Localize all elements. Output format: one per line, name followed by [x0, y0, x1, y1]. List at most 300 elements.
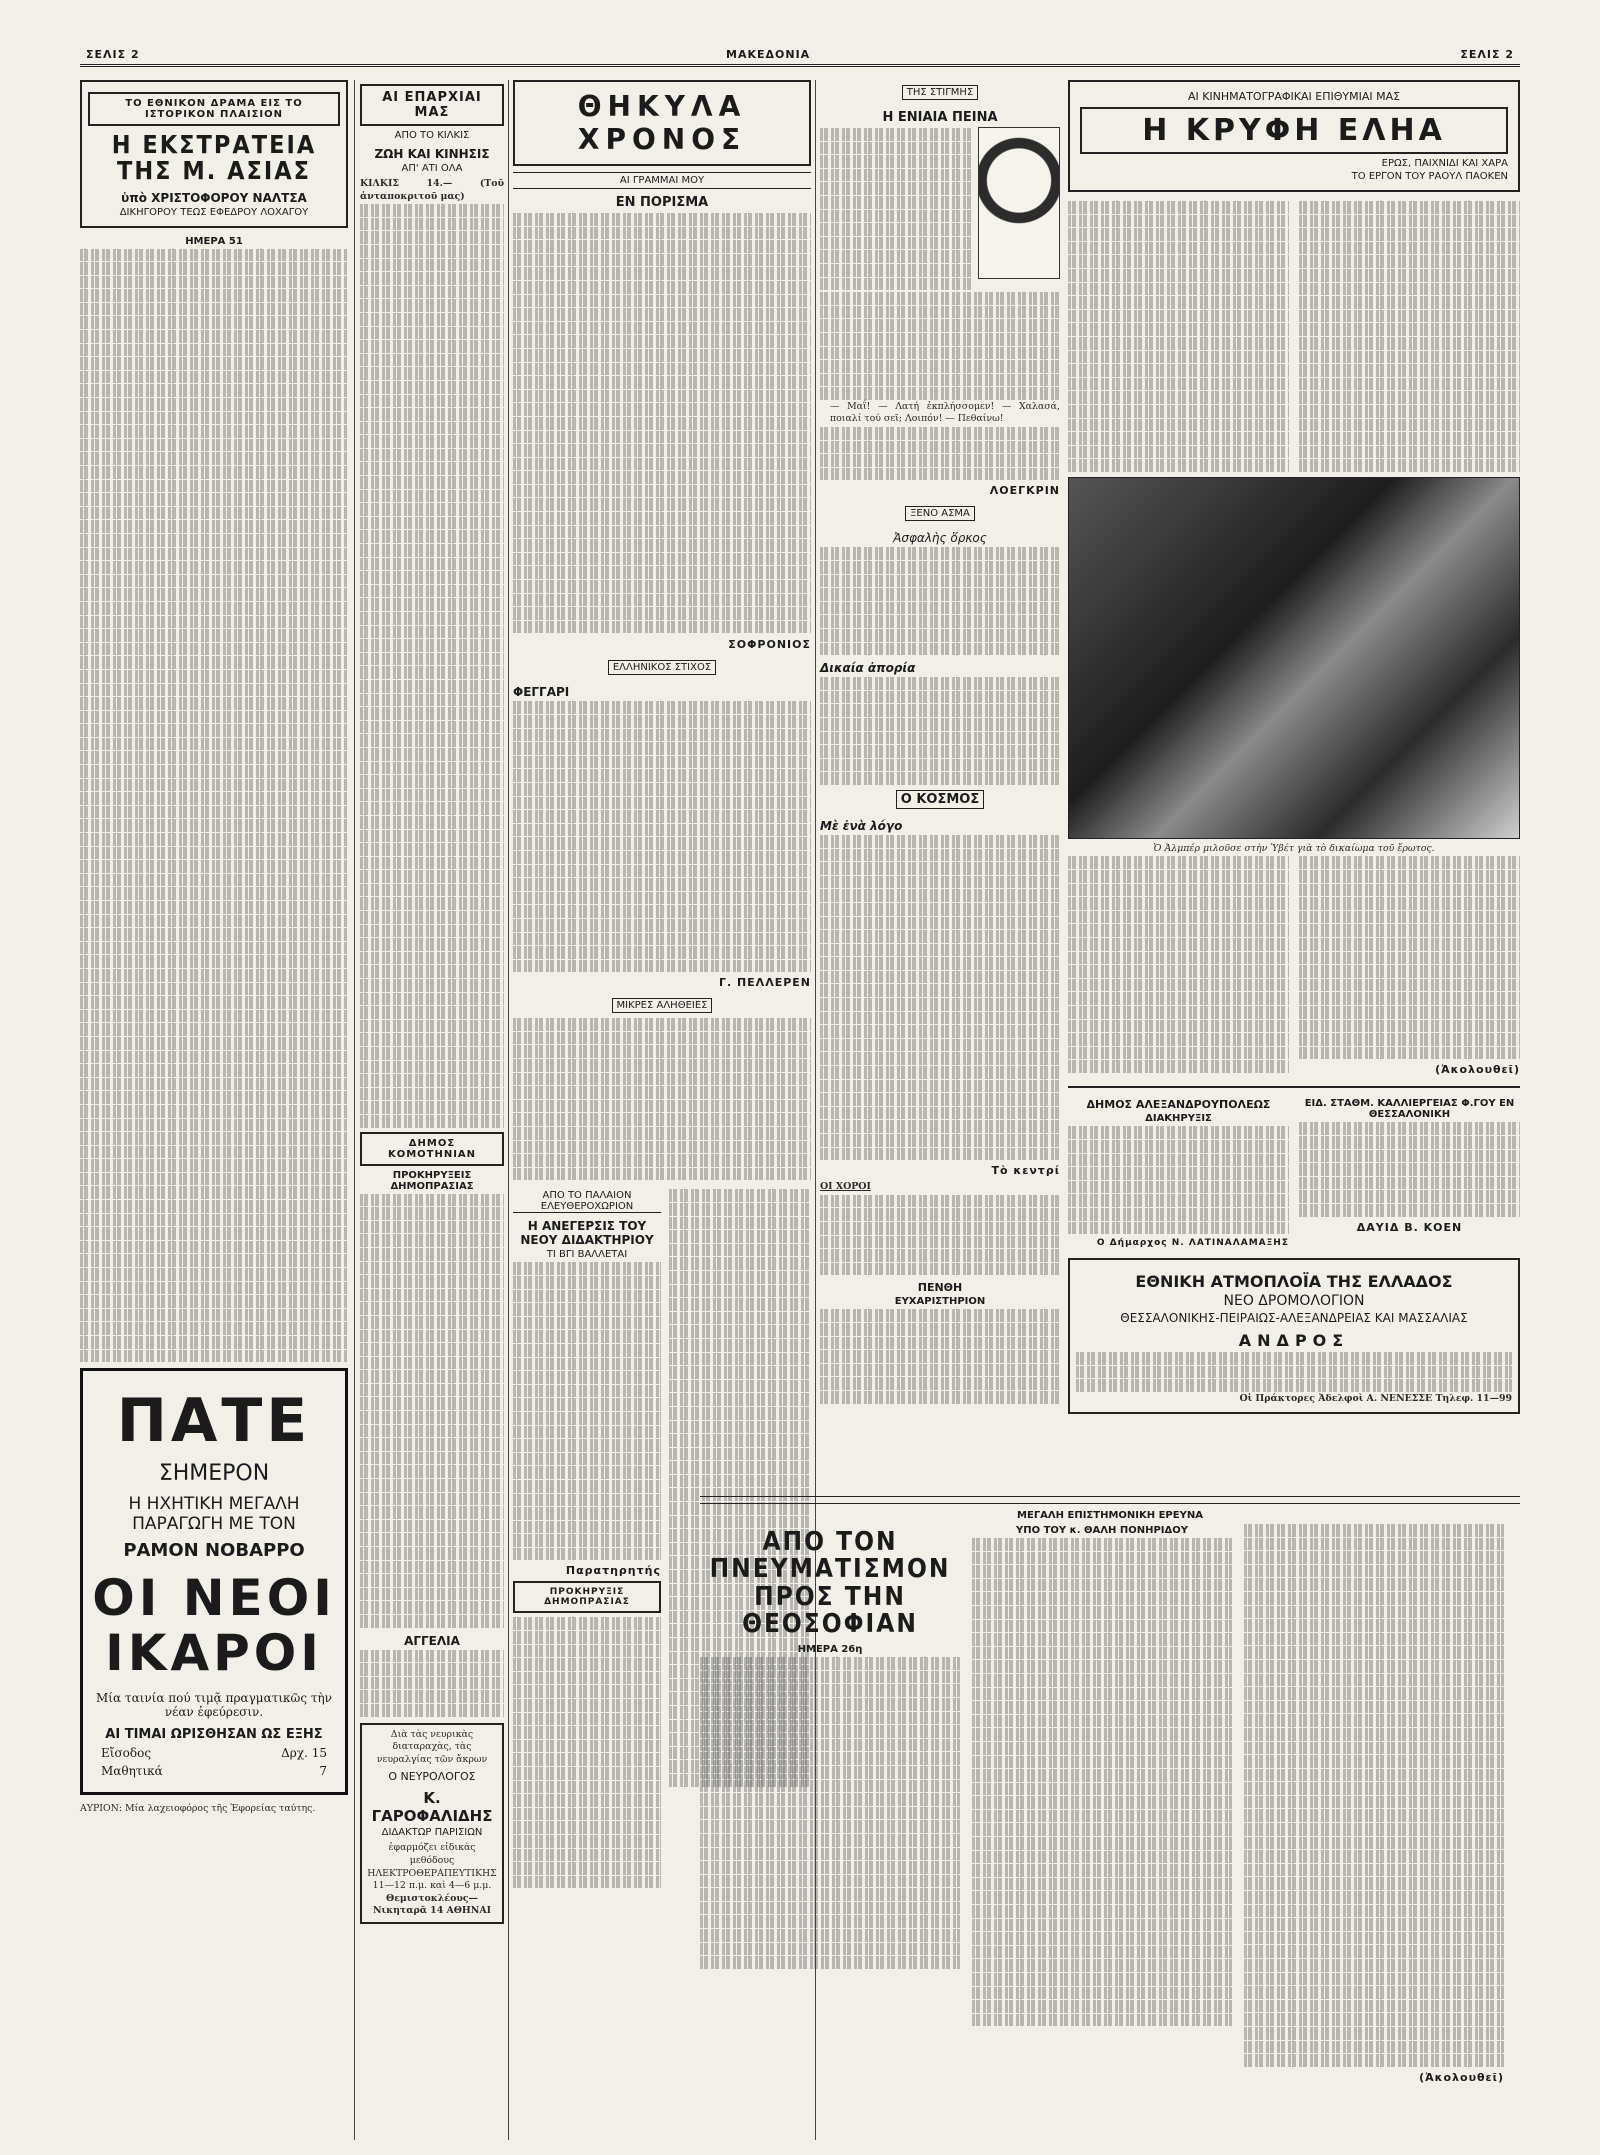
text-line	[1299, 269, 1520, 282]
text-line	[1068, 1060, 1289, 1073]
text-line	[820, 984, 1060, 997]
text-line	[1299, 1006, 1520, 1019]
thekyla-title: ΘΗΚΥΛΑ ΧΡΟΝΟΣ	[577, 90, 747, 156]
text-line	[1244, 1606, 1504, 1619]
text-line	[360, 1690, 504, 1703]
route-title: ΘΕΣΣΑΛΟΝΙΚΗΣ-ΠΕΙΡΑΙΩΣ-ΑΛΕΞΑΝΔΡΕΙΑΣ ΚΑΙ ΜΑΣΣΑΛΙΑΣ	[1120, 1311, 1468, 1326]
text-line	[513, 1466, 661, 1479]
text-line	[513, 566, 811, 579]
campaign-header	[80, 80, 348, 228]
theosophy-title: ΑΠΟ ΤΟΝ ΠΝΕΥΜΑΤΙΣΜΟΝ ΠΡΟΣ ΤΗΝ ΘΕΟΣΟΦΙΑΝ	[709, 1527, 951, 1639]
essay-body	[513, 212, 811, 634]
ad-pate: ΠΑΤΕ	[116, 1386, 312, 1457]
text-line	[513, 1480, 661, 1493]
text-line	[360, 1384, 504, 1397]
text-line	[1299, 897, 1520, 910]
text-line	[513, 390, 811, 403]
text-line	[360, 1547, 504, 1560]
text-line	[513, 1426, 661, 1439]
text-line	[700, 1671, 960, 1684]
text-line	[669, 1312, 811, 1325]
text-line	[669, 1366, 811, 1379]
text-line	[513, 1699, 661, 1712]
komotini-title: ΔΗΜΟΣ ΚΟΜΟΤΗΝΙΑΝ	[360, 1132, 504, 1166]
text-line	[513, 905, 811, 918]
hunger-signature: ΛΟΕΓΚΡΙΝ	[989, 484, 1060, 498]
truths-label: ΜΙΚΡΕΣ ΑΛΗΘΕΙΕΣ	[612, 998, 713, 1013]
text-line	[700, 1929, 960, 1942]
text-line	[80, 507, 348, 520]
text-line	[1068, 992, 1289, 1005]
text-line	[513, 797, 811, 810]
text-line	[513, 1753, 661, 1766]
neurologist-intro: Διὰ τὰς νευρικὰς διαταραχὰς, τὰς νευραλγίας τῶν ἄκρων	[376, 1728, 488, 1765]
text-line	[513, 1781, 661, 1794]
text-line	[820, 1066, 1060, 1079]
text-line	[513, 295, 811, 308]
text-line	[972, 1579, 1232, 1592]
text-line	[820, 615, 1060, 628]
text-line	[972, 1538, 1232, 1551]
text-line	[1244, 1823, 1504, 1836]
text-line	[820, 1052, 1060, 1065]
text-line	[700, 1807, 960, 1820]
column-2	[360, 80, 504, 2140]
text-line	[360, 884, 504, 897]
text-line	[1299, 296, 1520, 309]
text-line	[513, 715, 811, 728]
text-line	[1244, 1646, 1504, 1659]
text-line	[820, 1350, 1060, 1363]
text-line	[513, 1086, 811, 1099]
mourning-title: ΠΕΝΘΗ	[917, 1281, 963, 1295]
text-line	[360, 1588, 504, 1601]
text-line	[513, 281, 811, 294]
text-line	[1244, 1687, 1504, 1700]
text-line	[513, 1073, 811, 1086]
text-line	[80, 996, 348, 1009]
tomorrow-note: ΑΥΡΙΟΝ: Μία λαχειοφόρος τῆς Ἐφορείας ταύτης.	[80, 1803, 316, 1815]
text-line	[1068, 856, 1289, 869]
text-line	[1299, 992, 1520, 1005]
text-line	[972, 1592, 1232, 1605]
truths-body	[513, 1018, 811, 1180]
story-body-right	[1299, 200, 1520, 473]
text-line	[80, 847, 348, 860]
text-line	[360, 1275, 504, 1288]
text-line	[80, 1227, 348, 1240]
text-line	[360, 1663, 504, 1676]
text-line	[360, 1262, 504, 1275]
municipal-title: ΔΗΜΟΣ ΑΛΕΞΑΝΔΡΟΥΠΟΛΕΩΣ	[1086, 1098, 1271, 1112]
text-line	[1244, 1755, 1504, 1768]
sting-signature: Τὸ κεντρί	[991, 1164, 1060, 1178]
text-line	[360, 816, 504, 829]
text-line	[1299, 884, 1520, 897]
text-line	[1299, 391, 1520, 404]
theosophy-headline-block	[700, 1523, 960, 2088]
text-line	[1068, 897, 1289, 910]
text-line	[820, 889, 1060, 902]
text-line	[360, 993, 504, 1006]
text-line	[360, 775, 504, 788]
text-line	[513, 1330, 661, 1343]
text-line	[820, 547, 1060, 560]
text-line	[1244, 1877, 1504, 1890]
text-line	[1076, 1352, 1512, 1365]
poem-label: ΕΛΛΗΝΙΚΟΣ ΣΤΙΧΟΣ	[608, 660, 716, 675]
text-line	[360, 897, 504, 910]
text-line	[360, 762, 504, 775]
text-line	[820, 319, 1060, 332]
text-line	[513, 1534, 661, 1547]
text-line	[360, 1506, 504, 1519]
text-line	[513, 1113, 811, 1126]
text-line	[820, 1039, 1060, 1052]
text-line	[1244, 1633, 1504, 1646]
text-line	[360, 1115, 504, 1128]
column-rule	[354, 80, 355, 2140]
campaign-author-title: ΔΙΚΗΓΟΡΟΥ ΤΕΩΣ ΕΦΕΔΡΟΥ ΛΟΧΑΓΟΥ	[119, 206, 309, 218]
essay-title: ΕΝ ΠΟΡΙΣΜΑ	[615, 195, 709, 210]
text-line	[80, 398, 348, 411]
text-line	[1244, 1701, 1504, 1714]
text-line	[1068, 870, 1289, 883]
text-line	[80, 616, 348, 629]
text-line	[1299, 405, 1520, 418]
text-line	[1299, 1020, 1520, 1033]
text-line	[360, 653, 504, 666]
text-line	[513, 594, 811, 607]
text-line	[1299, 1177, 1520, 1190]
text-line	[80, 969, 348, 982]
text-line	[80, 1336, 348, 1349]
text-line	[80, 955, 348, 968]
municipal-notice	[1068, 1092, 1289, 1252]
text-line	[820, 1337, 1060, 1350]
text-line	[820, 427, 1060, 440]
text-line	[669, 1434, 811, 1447]
text-line	[513, 1032, 811, 1045]
neurologist-hours: 11—12 π.μ. καὶ 4—6 μ.μ.	[372, 1880, 492, 1892]
text-line	[513, 769, 811, 782]
text-line	[360, 408, 504, 421]
text-line	[80, 439, 348, 452]
text-line	[80, 344, 348, 357]
text-line	[360, 979, 504, 992]
page-number: ΣΕΛΙΣ 2	[80, 48, 146, 61]
text-line	[360, 680, 504, 693]
text-line	[513, 607, 811, 620]
price-label: Εἴσοδος	[101, 1746, 152, 1761]
text-line	[513, 553, 811, 566]
text-line	[80, 262, 348, 275]
text-line	[1244, 1891, 1504, 1904]
text-line	[972, 1647, 1232, 1660]
text-line	[513, 1453, 661, 1466]
text-line	[80, 1241, 348, 1254]
text-line	[1299, 228, 1520, 241]
text-line	[820, 387, 1060, 400]
text-line	[820, 374, 1060, 387]
text-line	[669, 1189, 811, 1202]
hunger-title: Η ΕΝΙΑΙΑ ΠΕΙΝΑ	[882, 110, 998, 125]
text-line	[1068, 419, 1289, 432]
text-line	[513, 1740, 661, 1753]
text-line	[80, 928, 348, 941]
price-value: 7	[319, 1764, 327, 1779]
text-line	[820, 468, 1060, 481]
moment-label: ΤΗΣ ΣΤΙΓΜΗΣ	[902, 85, 979, 100]
text-line	[1299, 1163, 1520, 1176]
text-line	[972, 1620, 1232, 1633]
text-line	[700, 1712, 960, 1725]
text-line	[360, 1047, 504, 1060]
text-line	[513, 1398, 661, 1411]
text-line	[360, 231, 504, 244]
text-line	[1299, 911, 1520, 924]
text-line	[820, 1364, 1060, 1377]
campaign-author: ὑπὸ ΧΡΙΣΤΟΦΟΡΟΥ ΝΑΛΤΣΑ	[121, 190, 307, 205]
text-line	[360, 952, 504, 965]
text-line	[820, 441, 1060, 454]
story-body-right-2	[1299, 855, 1520, 1080]
text-line	[700, 1766, 960, 1779]
ad-star: ΡΑΜΟΝ ΝΟΒΑΡΡΟ	[123, 1540, 305, 1562]
story-columns-2	[1068, 855, 1520, 1080]
text-line	[513, 403, 811, 416]
text-line	[1068, 952, 1289, 965]
text-line	[80, 833, 348, 846]
text-line	[360, 965, 504, 978]
text-line	[820, 1025, 1060, 1038]
campaign-body	[80, 249, 348, 1363]
text-line	[360, 490, 504, 503]
text-line	[513, 837, 811, 850]
text-line	[669, 1325, 811, 1338]
photo-caption: Ὁ Ἀλμπέρ μιλοῦσε στὴν Ὑβέτ γιὰ τὸ δικαίωμα τοῦ ἔρωτος.	[1153, 842, 1435, 854]
text-line	[360, 1289, 504, 1302]
text-line	[513, 376, 811, 389]
text-line	[80, 1078, 348, 1091]
text-line	[820, 1107, 1060, 1120]
text-line	[513, 1658, 661, 1671]
text-line	[513, 892, 811, 905]
ad-today: ΣΗΜΕΡΟΝ	[158, 1461, 270, 1487]
text-line	[820, 1222, 1060, 1235]
text-line	[1299, 952, 1520, 965]
text-line	[1068, 446, 1289, 459]
text-line	[513, 783, 811, 796]
text-line	[80, 1119, 348, 1132]
text-line	[80, 575, 348, 588]
text-line	[513, 417, 811, 430]
text-line	[80, 1282, 348, 1295]
text-line	[513, 471, 811, 484]
text-line	[360, 1370, 504, 1383]
text-line	[513, 1631, 661, 1644]
text-line	[820, 360, 1060, 373]
text-line	[513, 919, 811, 932]
text-line	[360, 1677, 504, 1690]
text-line	[360, 299, 504, 312]
text-line	[360, 354, 504, 367]
announcement-title: ΑΓΓΕΛΙΑ	[404, 1633, 460, 1648]
caricature-image	[978, 127, 1060, 279]
text-line	[360, 721, 504, 734]
text-line	[513, 1862, 661, 1875]
text-line	[360, 1088, 504, 1101]
text-line	[700, 1820, 960, 1833]
text-line	[820, 629, 1060, 642]
text-line	[360, 1101, 504, 1114]
text-line	[360, 286, 504, 299]
text-line	[820, 1012, 1060, 1025]
text-line	[80, 942, 348, 955]
text-line	[972, 1769, 1232, 1782]
text-line	[360, 272, 504, 285]
text-line	[669, 1257, 811, 1270]
text-line	[1299, 337, 1520, 350]
text-line	[1244, 1592, 1504, 1605]
proclamation-title: ΠΡΟΚΗΡΥΞΙΣ ΔΗΜΟΠΡΑΣΙΑΣ	[513, 1581, 661, 1613]
text-line	[80, 371, 348, 384]
mayor-signature: Ο Δήμαρχος Ν. ΛΑΤΙΝΑΛΑΜΑΞΗΣ	[1096, 1238, 1289, 1249]
text-line	[513, 729, 811, 742]
text-line	[820, 210, 972, 223]
text-line	[1299, 310, 1520, 323]
text-line	[80, 316, 348, 329]
text-line	[360, 1330, 504, 1343]
text-line	[820, 849, 1060, 862]
text-line	[972, 1810, 1232, 1823]
text-line	[80, 1254, 348, 1267]
text-line	[360, 1074, 504, 1087]
text-line	[513, 1685, 661, 1698]
text-line	[513, 526, 811, 539]
text-line	[700, 1888, 960, 1901]
text-line	[669, 1448, 811, 1461]
text-line	[669, 1407, 811, 1420]
text-line	[1068, 432, 1289, 445]
text-line	[972, 1715, 1232, 1728]
text-line	[820, 1134, 1060, 1147]
text-line	[1299, 446, 1520, 459]
divider	[700, 1496, 1520, 1504]
text-line	[820, 835, 1060, 848]
text-line	[80, 466, 348, 479]
text-line	[1068, 215, 1289, 228]
text-line	[1244, 1524, 1504, 1537]
text-line	[80, 1309, 348, 1322]
text-line	[360, 1615, 504, 1628]
neurologist-method: ἐφαρμόζει εἰδικὰς μεθόδους ΗΛΕΚΤΡΟΘΕΡΑΠΕΥΤΙΚΗΣ	[367, 1842, 497, 1879]
text-line	[360, 802, 504, 815]
text-line	[1068, 351, 1289, 364]
text-line	[669, 1203, 811, 1216]
text-line	[513, 1713, 661, 1726]
kilkis-label: ΑΠΟ ΤΟ ΚΙΛΚΙΣ	[394, 130, 470, 141]
text-line	[80, 806, 348, 819]
text-line	[972, 1660, 1232, 1673]
newspaper-name: ΜΑΚΕΔΟΝΙΑ	[720, 48, 816, 61]
text-line	[1076, 1366, 1512, 1379]
text-line	[360, 1452, 504, 1465]
text-line	[669, 1298, 811, 1311]
text-line	[669, 1339, 811, 1352]
hunger-dialogue: — Μαΐ! — Λατή ἐκπλήσσομεν! — Χαλασά, ποιαλί τού σεῖ; Λοιπόν! — Πεθαίνω!	[830, 400, 1060, 425]
text-line	[820, 237, 972, 250]
text-line	[80, 670, 348, 683]
station-title: ΕΙΔ. ΣΤΑΘΜ. ΚΑΛΛΙΕΡΓΕΙΑΣ Φ.ΓΟΥ ΕΝ ΘΕΣΣΑΛΟΝΙΚΗ	[1304, 1098, 1515, 1121]
text-line	[669, 1475, 811, 1488]
shipping-ad	[1068, 1258, 1520, 1413]
text-line	[972, 1878, 1232, 1891]
text-line	[820, 169, 972, 182]
text-line	[1299, 364, 1520, 377]
text-line	[513, 851, 811, 864]
text-line	[360, 870, 504, 883]
hunger-body	[820, 127, 972, 291]
text-line	[669, 1244, 811, 1257]
thekyla-header	[513, 80, 811, 166]
song-label: ΞΕΝΟ ΑΣΜΑ	[905, 506, 975, 521]
text-line	[513, 1835, 661, 1848]
text-line	[1299, 242, 1520, 255]
text-line	[360, 1302, 504, 1315]
text-line	[360, 530, 504, 543]
text-line	[972, 1851, 1232, 1864]
text-line	[360, 1061, 504, 1074]
komotini-sub: ΠΡΟΚΗΡΥΞΕΙΣ ΔΗΜΟΠΡΑΣΙΑΣ	[390, 1169, 474, 1192]
neurologist-name: Κ. ΓΑΡΟΦΑΛΙΔΗΣ	[371, 1789, 493, 1826]
text-line	[820, 732, 1060, 745]
text-line	[669, 1461, 811, 1474]
text-line	[360, 558, 504, 571]
text-line	[360, 789, 504, 802]
text-line	[360, 503, 504, 516]
text-line	[700, 1875, 960, 1888]
text-line	[80, 819, 348, 832]
neurologist-label: Ο ΝΕΥΡΟΛΟΓΟΣ	[388, 1770, 476, 1784]
campaign-banner: ΤΟ ΕΘΝΙΚΟΝ ΔΡΑΜΑ ΕΙΣ ΤΟ ΙΣΤΟΡΙΚΟΝ ΠΛΑΙΣΙΟΝ	[88, 92, 340, 126]
text-line	[513, 756, 811, 769]
text-line	[820, 1148, 1060, 1161]
price-label: Μαθητικά	[101, 1764, 163, 1779]
text-line	[360, 1601, 504, 1614]
text-line	[513, 322, 811, 335]
text-line	[1299, 1150, 1520, 1163]
text-line	[80, 1268, 348, 1281]
text-line	[360, 612, 504, 625]
text-line	[820, 1080, 1060, 1093]
text-line	[1068, 979, 1289, 992]
text-line	[360, 830, 504, 843]
text-line	[513, 1262, 661, 1275]
text-line	[820, 333, 1060, 346]
kilkis-body	[360, 204, 504, 1127]
text-line	[1068, 283, 1289, 296]
text-line	[513, 878, 811, 891]
text-line	[360, 1194, 504, 1207]
text-line	[513, 485, 811, 498]
text-line	[360, 1411, 504, 1424]
kilkis-sign: ΑΠ' ΑΤΙ ΟΛΑ	[401, 163, 463, 174]
text-line	[513, 1344, 661, 1357]
text-line	[513, 363, 811, 376]
text-line	[820, 1309, 1060, 1322]
text-line	[972, 1823, 1232, 1836]
